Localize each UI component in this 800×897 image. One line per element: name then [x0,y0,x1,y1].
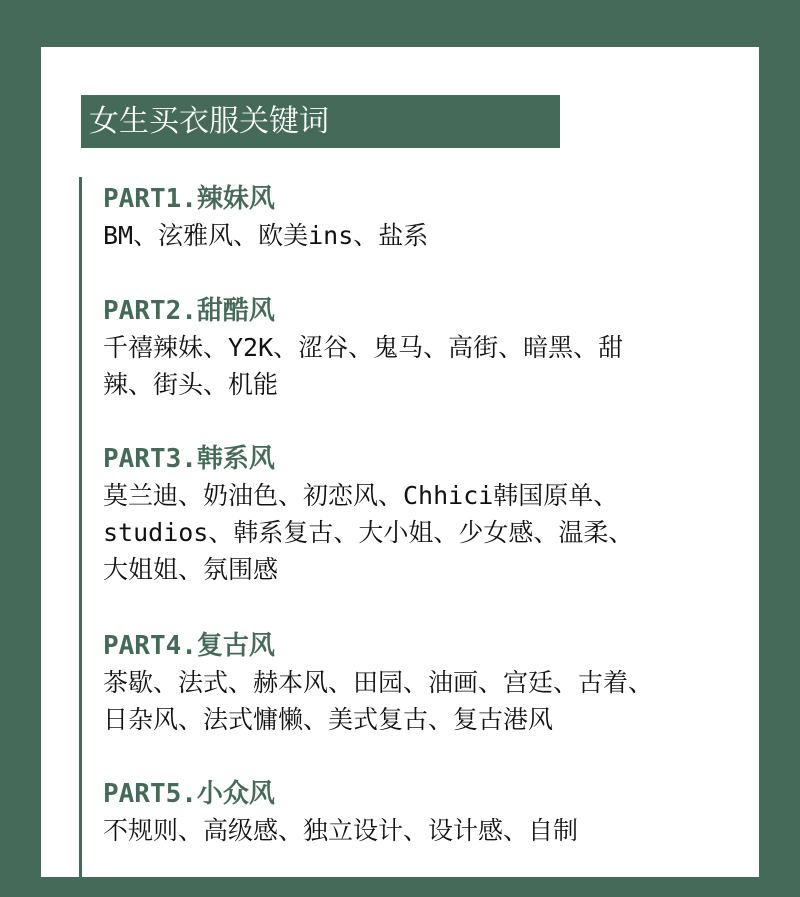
keyword-line: 日杂风、法式慵懒、美式复古、复古港风 [103,705,554,734]
part-section-5 [103,776,743,849]
part-keywords [103,217,743,254]
keyword-line: 辣、街头、机能 [103,370,279,399]
part-keywords [103,477,743,588]
keyword-line: BM、泫雅风、欧美ins、盐系 [103,221,429,250]
part-section-3 [103,441,743,588]
keyword-line: 千禧辣妹、Y2K、涩谷、鬼马、高街、暗黑、甜 [103,333,624,362]
part-keywords [103,664,743,738]
keyword-line: 茶歇、法式、赫本风、田园、油画、宫廷、古着、 [103,668,654,697]
part-section-1 [103,181,743,254]
part-section-2 [103,293,743,403]
keyword-line: studios、韩系复古、大小姐、少女感、温柔、 [103,518,634,547]
part-heading: PART4.复古风 [103,631,275,661]
keyword-list [79,177,722,897]
keyword-line: 不规则、高级感、独立设计、设计感、自制 [103,816,579,845]
part-section-4 [103,628,743,738]
part-heading: PART1.辣妹风 [103,184,275,214]
part-keywords [103,329,743,403]
page-title: 女生买衣服关键词 [81,95,560,148]
part-heading: PART3.韩系风 [103,444,275,474]
content-card [41,47,759,877]
part-heading: PART5.小众风 [103,779,275,809]
keyword-line: 大姐姐、氛围感 [103,555,279,584]
keyword-line: 莫兰迪、奶油色、初恋风、Chhici韩国原单、 [103,481,619,510]
part-keywords [103,812,743,849]
part-heading: PART2.甜酷风 [103,296,275,326]
